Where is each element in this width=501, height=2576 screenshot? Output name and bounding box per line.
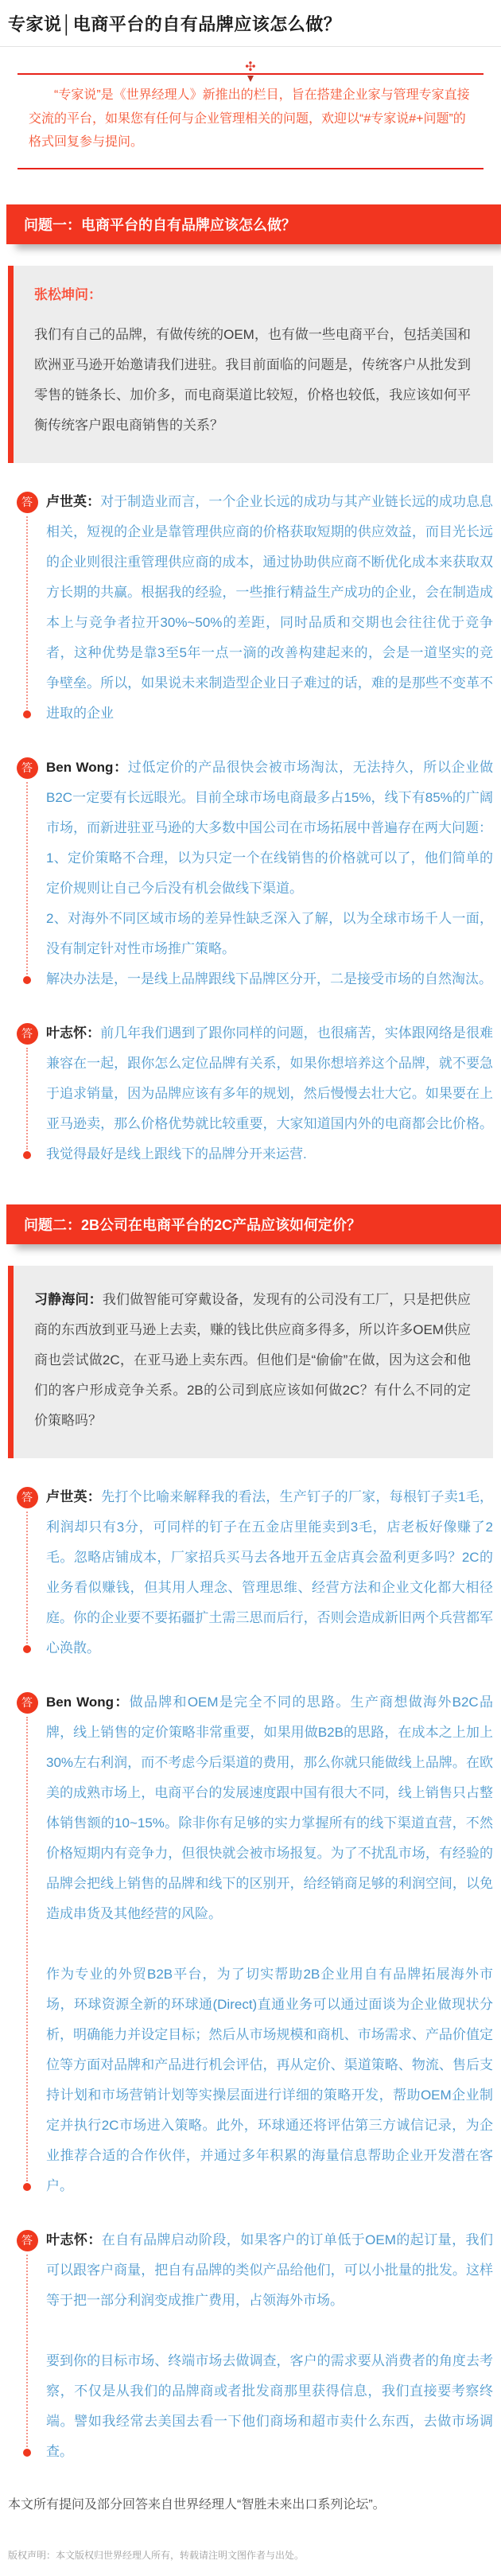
answerer-name: 卢世英： <box>46 1488 102 1504</box>
end-dot-icon <box>23 710 31 718</box>
answer-body <box>46 1018 493 1169</box>
answerer-name: Ben Wong： <box>46 1694 130 1710</box>
question-banner-1: 问题一：电商平台的自有品牌应该怎么做？ <box>6 204 501 244</box>
answer-block <box>8 1687 493 2201</box>
answer-badge-icon: 答 <box>17 492 38 513</box>
answer-text: 对于制造业而言，一个企业长远的成功与其产业链长远的成功息息相关，短视的企业是靠管理供应商的价格获取短期的供应效益，而目光长远的企业则很注重管理供应商的成本，通过协助供应商不断优化成本来获取双方长期的共赢。根据我的经验，一些推行精益生产成功的企业，会在制造成本上与竞争者拉开30%~50%的差距，同时品质和交期也会往往优于竞争者，这种优势是靠3至5年一点一滴的改善构建起来的，会是一道坚实的竞争壁垒。所以，如果说未来制造型企业日子难过的话，难的是那些不变革不进取的企业 <box>46 493 493 721</box>
section-question-1 <box>0 204 501 1169</box>
answer-block <box>8 2225 493 2467</box>
end-dot-icon <box>23 1151 31 1159</box>
page-title: 专家说│电商平台的自有品牌应该怎么做？ <box>8 14 342 34</box>
answer-badge-icon: 答 <box>17 1487 38 1508</box>
end-dot-icon <box>23 2183 31 2191</box>
answerer-name: 卢世英： <box>46 493 101 509</box>
answer-rail <box>8 1687 46 2201</box>
question-text-2: 我们做智能可穿戴设备，发现有的公司没有工厂，只是把供应商的东西放到亚马逊上去卖，赚的钱比供应商多得多，所以许多OEM供应商也尝试做2C，在亚马逊上卖东西。但他们是“偷偷”在做，因为这会和他们的客户形成竞争关系。2B的公司到底应该如何做2C？有什么不同的定价策略吗？ <box>34 1291 472 1428</box>
answer-rail <box>8 1482 46 1664</box>
answer-text: 在自有品牌启动阶段，如果客户的订单低于OEM的起订量，我们可以跟客户商量，把自有品牌的类似产品给他们，可以小批量的批发。这样等于把一部分利润变成推广费用，占领海外市场。 <box>46 2232 494 2308</box>
knot-ornament-icon: ✣ <box>245 60 256 74</box>
answer-badge-icon: 答 <box>17 1023 38 1045</box>
dotted-line <box>26 1512 28 1644</box>
answer-body <box>46 1482 493 1664</box>
answer-block <box>8 1018 493 1169</box>
answer-body <box>46 2225 493 2467</box>
answer-text: 做品牌和OEM是完全不同的思路。生产商想做海外B2C品牌，线上销售的定价策略非常重要，如果用做B2B的思路，在成本之上加上30%左右利润，而不考虑今后渠道的费用，那么你就只能做线上品牌。在欧美的成熟市场上，电商平台的发展速度跟中国有很大不同，线上销售只占整体销售额的10~15%。除非你有足够的实力掌握所有的线下渠道直营，不然价格短期内有竞争力，但很快就会被市场报复。为了不扰乱市场，有经验的品牌会把线上销售的品牌和线下的区别开，给经销商足够的利润空间，以免造成串货及其他经营的风险。 <box>46 1694 494 1921</box>
answer-rail <box>8 2225 46 2467</box>
ornament-tail-icon <box>247 76 254 85</box>
question-text-1: 我们有自己的品牌，有做传统的OEM，也有做一些电商平台，包括美国和欧洲亚马逊开始邀请我们进驻。我目前面临的问题是，传统客户从批发到零售的链条长、加价多，而电商渠道比较短，价格也较低，我应该如何平衡传统客户跟电商销售的关系？ <box>34 326 471 433</box>
answer-body <box>46 487 493 729</box>
answer-rail <box>8 753 46 994</box>
answerer-name: 叶志怀： <box>46 1025 101 1041</box>
answer-rail <box>8 1018 46 1169</box>
source-note: 本文所有提问及部分回答来自世界经理人“智胜未来出口系列论坛”。 <box>8 2497 386 2512</box>
dotted-line <box>26 2255 28 2447</box>
asker-name-1: 张松坤问： <box>34 286 102 302</box>
question-box-1 <box>8 266 493 463</box>
dotted-line <box>26 1048 28 1150</box>
dotted-line <box>26 516 28 709</box>
answer-text: 过低定价的产品很快会被市场淘汰，无法持久，所以企业做B2C一定要有长远眼光。目前全球市场电商最多占15%，线下有85%的广阔市场，而新进驻亚马逊的大多数中国公司在市场拓展中普遍存在两大问题： <box>46 759 493 835</box>
asker-name-2: 习静海问： <box>34 1291 103 1307</box>
answerer-name: Ben Wong： <box>46 759 128 775</box>
answer-badge-icon: 答 <box>17 757 38 779</box>
answer-text: 解决办法是，一是线上品牌跟线下品牌区分开，二是接受市场的自然淘汰。 <box>46 971 492 986</box>
dotted-line <box>26 1717 28 2181</box>
answer-badge-icon: 答 <box>17 1692 38 1714</box>
answer-rail <box>8 487 46 729</box>
answer-badge-icon: 答 <box>17 2230 38 2251</box>
copyright-note: 版权声明：本文版权归世界经理人所有，转载请注明文图作者与出处。 <box>8 2549 305 2561</box>
answer-body <box>46 1687 493 2201</box>
question-banner-2: 问题二：2B公司在电商平台的2C产品应该如何定价？ <box>6 1204 501 1244</box>
question-box-2 <box>8 1266 493 1458</box>
answer-text: 要到你的目标市场、终端市场去做调查，客户的需求要从消费者的角度去考察，不仅是从我们的品牌商或者批发商那里获得信息，我们直接要考察终端。譬如我经常去美国去看一下他们商场和超市卖什么东西，去做市场调查。 <box>46 2352 493 2459</box>
answer-text: 前几年我们遇到了跟你同样的问题，也很痛苦，实体跟网络是很难兼容在一起，跟你怎么定位品牌有关系，如果你想培养这个品牌，就不要急于追求销量，因为品牌应该有多年的规划，然后慢慢去壮大它。如果要在上亚马逊卖，那么价格优势就比较重要，大家知道国内外的电商都会比价格。我觉得最好是线上跟线下的品牌分开来运营. <box>46 1025 493 1162</box>
answer-body <box>46 753 493 994</box>
answer-block <box>8 1482 493 1664</box>
answerer-name: 叶志怀： <box>46 2232 102 2247</box>
end-dot-icon <box>23 1645 31 1653</box>
answer-block <box>8 753 493 994</box>
answer-text: 1、定价策略不合理，以为只定一个在线销售的价格就可以了，他们简单的定价规则让自己今后没有机会做线下渠道。 <box>46 850 493 896</box>
answer-text: 先打个比喻来解释我的看法，生产钉子的厂家，每根钉子卖1毛，利润却只有3分，可同样的钉子在五金店里能卖到3毛，店老板好像赚了2毛。忽略店铺成本，厂家招兵买马去各地开五金店真会盈利更多吗？2C的业务看似赚钱，但其用人理念、管理思维、经营方法和企业文化都大相径庭。你的企业要不要拓疆扩土需三思而后行，否则会造成新旧两个兵营都军心涣散。 <box>46 1488 493 1656</box>
section-question-2 <box>0 1204 501 2467</box>
intro-text: “专家说”是《世界经理人》新推出的栏目，旨在搭建企业家与管理专家直接交流的平台，如果您有任何与企业管理相关的问题，欢迎以“#专家说#+问题”的格式回复参与提问。 <box>29 88 470 150</box>
dotted-line <box>26 782 28 975</box>
end-dot-icon <box>23 2449 31 2457</box>
title-divider <box>0 46 501 47</box>
answer-block <box>8 487 493 729</box>
end-dot-icon <box>23 976 31 984</box>
intro-box <box>17 60 484 169</box>
answer-text: 作为专业的外贸B2B平台，为了切实帮助2B企业用自有品牌拓展海外市场，环球资源全新的环球通(Direct)直通业务可以通过面谈为企业做现状分析，明确能力并设定目标；然后从市场规模和商机、市场需求、产品价值定位等方面对品牌和产品进行机会评估，再从定价、渠道策略、物流、售后支持计划和市场营销计划等实操层面进行详细的策略开发，帮助OEM企业制定并执行2C市场进入策略。此外，环球通还将评估第三方诚信记录，为企业推荐合适的合作伙伴，并通过多年积累的海量信息帮助企业开发潜在客户。 <box>46 1966 493 2193</box>
answer-text: 2、对海外不同区域市场的差异性缺乏深入了解，以为全球市场千人一面，没有制定针对性市场推广策略。 <box>46 910 493 956</box>
